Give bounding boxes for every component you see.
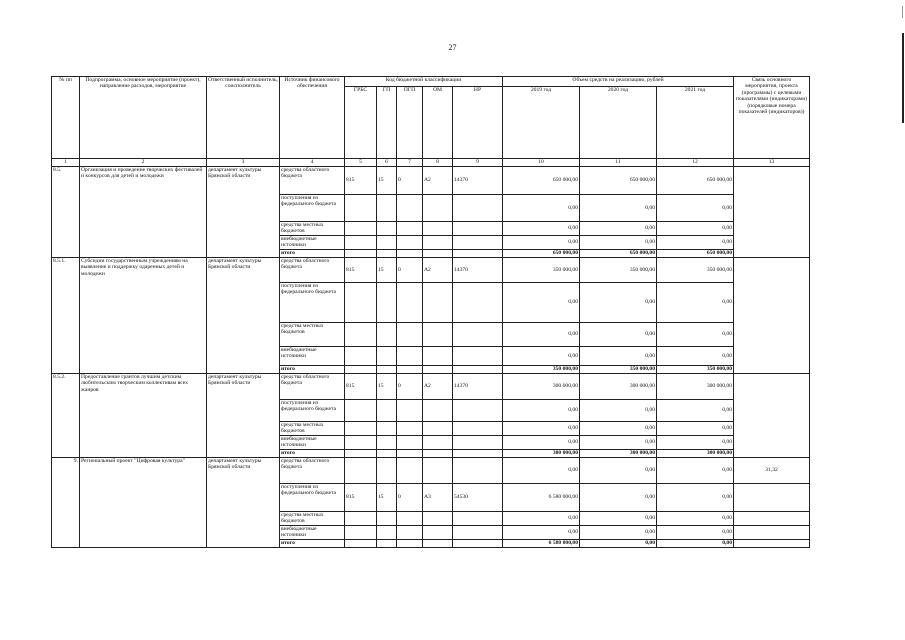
amount-2019: 650 000,00	[503, 167, 580, 195]
amount-2019: 0,00	[503, 236, 580, 250]
code-pgp: 0	[397, 167, 423, 195]
header-year-2021: 2021 год	[657, 87, 734, 159]
amount-2020: 0,00	[580, 512, 657, 526]
amount-2020: 0,00	[580, 484, 657, 512]
total-2019: 300 000,00	[503, 450, 580, 458]
amount-2019: 0,00	[503, 195, 580, 222]
code-pgp: 0	[397, 374, 423, 400]
amount-2020: 0,00	[580, 222, 657, 236]
row-number: 8.5.2.	[52, 374, 80, 458]
row-number: 9.	[52, 458, 80, 548]
amount-2021: 0,00	[657, 400, 734, 422]
header-om: ОМ	[423, 87, 453, 159]
source-local: средства местных бюджетов	[280, 222, 345, 236]
amount-2019: 0,00	[503, 458, 580, 484]
header-volume: Объем средств на реализацию, рублей	[503, 77, 734, 87]
header-pgp: ПГП	[397, 87, 423, 159]
amount-2020: 0,00	[580, 195, 657, 222]
activity-name: Субсидии государственным учреждениям на выявление и поддержку одаренных детей и молодежи	[80, 258, 207, 374]
amount-2021: 0,00	[657, 512, 734, 526]
amount-2021: 0,00	[657, 422, 734, 436]
code-nr: 14370	[453, 167, 503, 195]
col-number: 12	[657, 159, 734, 167]
code-gp: 15	[377, 258, 397, 283]
total-2019: 650 000,00	[503, 250, 580, 258]
code-grbs: 815	[345, 374, 377, 400]
code-nr: 14370	[453, 258, 503, 283]
indicator-link	[734, 167, 810, 258]
col-number: 10	[503, 159, 580, 167]
amount-2020: 0,00	[580, 400, 657, 422]
total-2021: 0,00	[657, 539, 734, 547]
code-nr: 14370	[453, 374, 503, 400]
amount-2020: 350 000,00	[580, 258, 657, 283]
col-number: 8	[423, 159, 453, 167]
source-total: итого	[280, 539, 345, 547]
code-gp: 15	[377, 484, 397, 512]
activity-name: Региональный проект "Цифровая культура"	[80, 458, 207, 548]
amount-2020: 0,00	[580, 525, 657, 539]
amount-2019: 0,00	[503, 283, 580, 323]
amount-2020: 0,00	[580, 347, 657, 366]
amount-2020: 0,00	[580, 283, 657, 323]
amount-2020: 650 000,00	[580, 167, 657, 195]
col-number: 4	[280, 159, 345, 167]
header-link: Связь основного мероприятия, проекта (программы) с целевыми показателями (индикаторами) (порядковые номера показателей (индикаторов))	[734, 77, 810, 159]
amount-2021: 300 000,00	[657, 374, 734, 400]
header-num: № пп	[52, 77, 80, 159]
code-om: А2	[423, 167, 453, 195]
amount-2021: 0,00	[657, 436, 734, 450]
code-om: А2	[423, 374, 453, 400]
budget-table	[51, 76, 810, 548]
indicator-link	[734, 258, 810, 374]
amount-2019: 0,00	[503, 222, 580, 236]
code-grbs: 815	[345, 258, 377, 283]
amount-2021: 650 000,00	[657, 167, 734, 195]
code-pgp: 0	[397, 484, 423, 512]
header-year-2019: 2019 год	[503, 87, 580, 159]
amount-2021: 0,00	[657, 458, 734, 484]
table-row	[52, 258, 810, 283]
amount-2021: 0,00	[657, 222, 734, 236]
amount-2019: 0,00	[503, 422, 580, 436]
header-source: Источник финансового обеспечения	[280, 77, 345, 159]
total-2020: 300 000,00	[580, 450, 657, 458]
amount-2019: 300 000,00	[503, 374, 580, 400]
table-row	[52, 374, 810, 400]
code-grbs: 815	[345, 484, 377, 512]
source-local: средства местных бюджетов	[280, 323, 345, 347]
source-federal: поступления из федерального бюджета	[280, 484, 345, 512]
executor: департамент культуры Брянской области	[207, 374, 280, 458]
amount-2020: 0,00	[580, 436, 657, 450]
code-gp: 15	[377, 374, 397, 400]
source-regional: средства областного бюджета	[280, 258, 345, 283]
code-om: А2	[423, 258, 453, 283]
table-row	[52, 458, 810, 484]
amount-2021: 0,00	[657, 525, 734, 539]
col-number: 6	[377, 159, 397, 167]
row-number: 8.5.	[52, 167, 80, 258]
amount-2019: 0,00	[503, 400, 580, 422]
source-extra: внебюджетные источники	[280, 347, 345, 366]
amount-2021: 0,00	[657, 484, 734, 512]
source-regional: средства областного бюджета	[280, 167, 345, 195]
amount-2019: 350 000,00	[503, 258, 580, 283]
amount-2020: 0,00	[580, 236, 657, 250]
source-regional: средства областного бюджета	[280, 458, 345, 484]
amount-2019: 0,00	[503, 323, 580, 347]
source-federal: поступления из федерального бюджета	[280, 195, 345, 222]
executor: департамент культуры Брянской области	[207, 167, 280, 258]
source-local: средства местных бюджетов	[280, 512, 345, 526]
col-number: 3	[207, 159, 280, 167]
source-extra: внебюджетные источники	[280, 236, 345, 250]
col-number: 11	[580, 159, 657, 167]
source-local: средства местных бюджетов	[280, 422, 345, 436]
executor: департамент культуры Брянской области	[207, 458, 280, 548]
source-extra: внебюджетные источники	[280, 525, 345, 539]
total-2020: 0,00	[580, 539, 657, 547]
table-row	[52, 167, 810, 195]
activity-name: Предоставление грантов лучшим детским любительским творческим коллективам всех жанров	[80, 374, 207, 458]
amount-2019: 0,00	[503, 525, 580, 539]
amount-2021: 0,00	[657, 195, 734, 222]
source-total: итого	[280, 250, 345, 258]
total-2021: 650 000,00	[657, 250, 734, 258]
source-federal: поступления из федерального бюджета	[280, 283, 345, 323]
amount-2020: 0,00	[580, 422, 657, 436]
col-number: 13	[734, 159, 810, 167]
source-extra: внебюджетные источники	[280, 436, 345, 450]
code-nr: 54530	[453, 484, 503, 512]
header-gp: ГП	[377, 87, 397, 159]
code-om: А3	[423, 484, 453, 512]
indicator-link	[734, 374, 810, 458]
scan-artifact	[902, 6, 903, 18]
total-2019: 350 000,00	[503, 366, 580, 374]
source-total: итого	[280, 450, 345, 458]
col-number: 9	[453, 159, 503, 167]
amount-2020: 0,00	[580, 323, 657, 347]
row-number: 8.5.1.	[52, 258, 80, 374]
col-number: 2	[80, 159, 207, 167]
total-2021: 300 000,00	[657, 450, 734, 458]
amount-2021: 350 000,00	[657, 258, 734, 283]
activity-name: Организация и проведение творческих фестивалей и конкурсов для детей и молодежи	[80, 167, 207, 258]
col-number: 7	[397, 159, 423, 167]
total-2019: 6 580 000,00	[503, 539, 580, 547]
code-grbs: 815	[345, 167, 377, 195]
header-name: Подпрограмма, основное мероприятие (проект), направление расходов, мероприятие	[80, 77, 207, 159]
code-gp: 15	[377, 167, 397, 195]
indicator-link: 31,32	[734, 458, 810, 484]
amount-2019: 0,00	[503, 512, 580, 526]
header-year-2020: 2020 год	[580, 87, 657, 159]
col-number: 5	[345, 159, 377, 167]
source-regional: средства областного бюджета	[280, 374, 345, 400]
amount-2019: 0,00	[503, 347, 580, 366]
header-nr: НР	[453, 87, 503, 159]
total-2021: 350 000,00	[657, 366, 734, 374]
executor: департамент культуры Брянской области	[207, 258, 280, 374]
total-2020: 350 000,00	[580, 366, 657, 374]
amount-2021: 0,00	[657, 236, 734, 250]
amount-2021: 0,00	[657, 347, 734, 366]
header-grbs: ГРБС	[345, 87, 377, 159]
header-kbk: Код бюджетной классификации	[345, 77, 503, 87]
source-total: итого	[280, 366, 345, 374]
amount-2019: 0,00	[503, 436, 580, 450]
amount-2020: 300 000,00	[580, 374, 657, 400]
amount-2021: 0,00	[657, 283, 734, 323]
amount-2019: 6 580 000,00	[503, 484, 580, 512]
header-executor: Ответственный исполнитель, соисполнитель	[207, 77, 280, 159]
code-pgp: 0	[397, 258, 423, 283]
total-2020: 650 000,00	[580, 250, 657, 258]
amount-2020: 0,00	[580, 458, 657, 484]
column-number-row	[52, 159, 810, 167]
col-number: 1	[52, 159, 80, 167]
page-number: 27	[448, 43, 457, 52]
amount-2021: 0,00	[657, 323, 734, 347]
source-federal: поступления из федерального бюджета	[280, 400, 345, 422]
